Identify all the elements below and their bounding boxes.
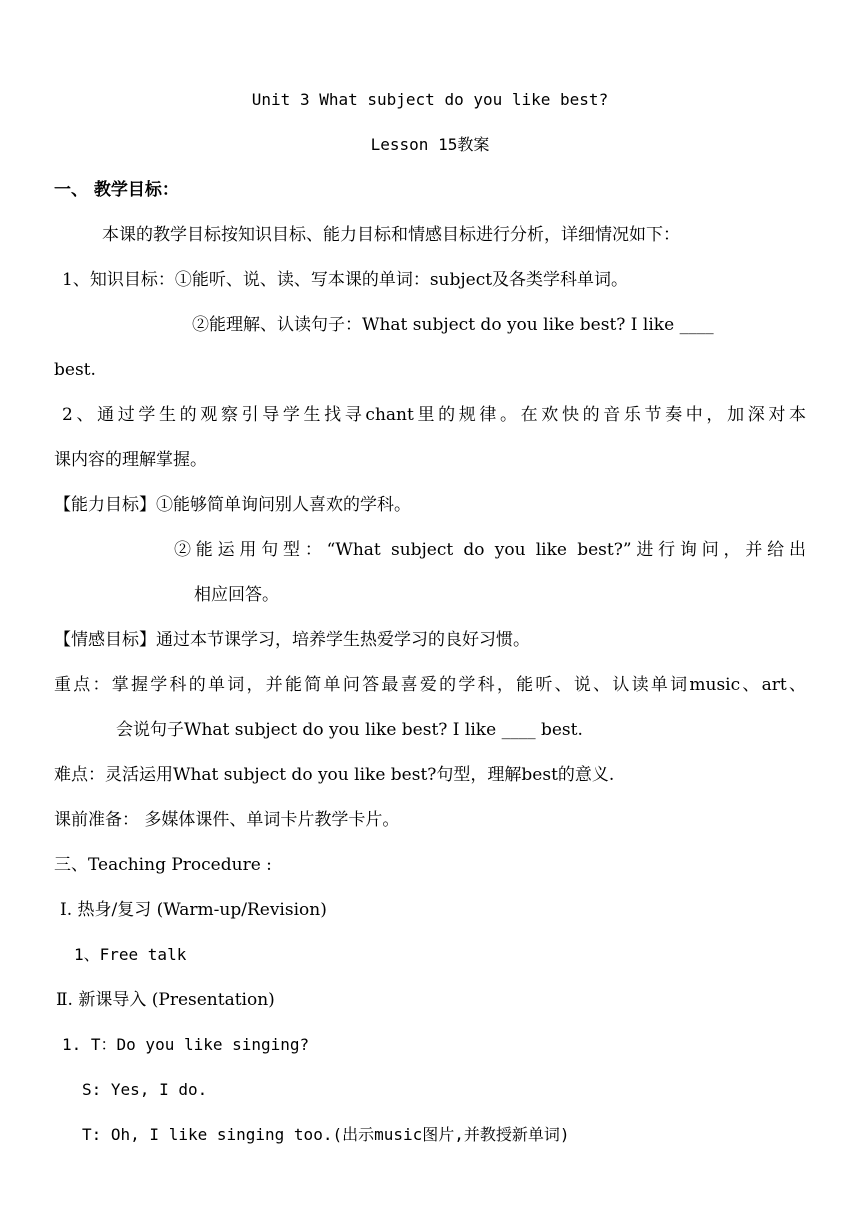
document-title: Unit 3 What subject do you like best?	[251, 90, 609, 109]
dialog-line-3: T: Oh, I like singing too.(出示music图片,并教授新单词)	[82, 1125, 570, 1144]
objective-point-2-line2: 课内容的理解掌握。	[54, 450, 207, 470]
knowledge-objective-2: ②能理解、认读句子：What subject do you like best? I like ____	[192, 315, 714, 335]
step-presentation: Ⅱ. 新课导入 (Presentation)	[56, 990, 275, 1010]
dialog-line-1: 1. T：Do you like singing?	[62, 1035, 310, 1054]
intro-paragraph: 本课的教学目标按知识目标、能力目标和情感目标进行分析，详细情况如下：	[102, 225, 680, 245]
ability-objective-2-cont: 相应回答。	[194, 585, 279, 605]
knowledge-objective-1: 1、知识目标：①能听、说、读、写本课的单词：subject及各类学科单词。	[62, 270, 629, 290]
step-warmup-item: 1、Free talk	[74, 945, 187, 964]
section-heading-procedure: 三、Teaching Procedure :	[54, 855, 272, 875]
knowledge-objective-2-cont: best.	[54, 360, 96, 380]
key-points-line2: 会说句子What subject do you like best? I like ____ best.	[116, 720, 583, 740]
ability-objective-2: ②能运用句型：“What subject do you like best?”进行询问，并给出	[174, 540, 806, 560]
key-points-line1: 重点：掌握学科的单词，并能简单问答最喜爱的学科，能听、说、认读单词music、art、	[54, 675, 806, 695]
document-subtitle: Lesson 15教案	[370, 135, 490, 154]
step-warmup: Ⅰ. 热身/复习 (Warm-up/Revision)	[60, 900, 327, 920]
section-heading-objectives: 一、 教学目标：	[54, 180, 179, 200]
difficult-points: 难点：灵活运用What subject do you like best?句型，理解best的意义.	[54, 765, 615, 785]
dialog-line-2: S: Yes, I do.	[82, 1080, 208, 1099]
ability-objective-1: 【能力目标】①能够简单询问别人喜欢的学科。	[54, 495, 411, 515]
preparation: 课前准备： 多媒体课件、单词卡片教学卡片。	[54, 810, 400, 830]
objective-point-2-line1: 2、通过学生的观察引导学生找寻chant里的规律。在欢快的音乐节奏中，加深对本	[62, 405, 806, 425]
emotion-objective: 【情感目标】通过本节课学习，培养学生热爱学习的良好习惯。	[54, 630, 530, 650]
